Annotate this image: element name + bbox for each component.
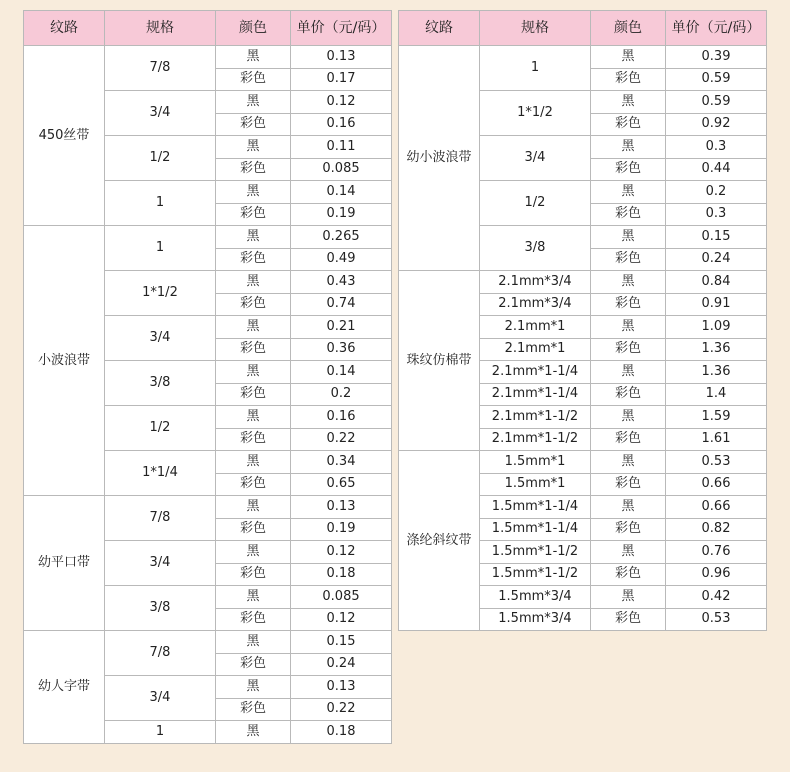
color-cell: 黑 — [591, 316, 666, 339]
header-price: 单价（元/码） — [666, 11, 767, 46]
right-table-body — [399, 46, 767, 631]
spec-cell: 3/8 — [480, 226, 591, 271]
color-cell: 黑 — [591, 406, 666, 429]
price-cell: 0.76 — [666, 541, 767, 564]
spec-cell: 1.5mm*1-1/4 — [480, 496, 591, 519]
price-cell: 0.42 — [666, 586, 767, 609]
spec-cell: 1/2 — [105, 136, 216, 181]
spec-cell: 1 — [480, 46, 591, 91]
price-cell: 0.085 — [291, 158, 392, 181]
color-cell: 彩色 — [216, 608, 291, 631]
spec-cell: 2.1mm*1-1/4 — [480, 361, 591, 384]
price-cell: 0.92 — [666, 113, 767, 136]
spec-cell: 2.1mm*1-1/2 — [480, 428, 591, 451]
price-cell: 1.36 — [666, 361, 767, 384]
color-cell: 黑 — [216, 451, 291, 474]
spec-cell: 3/8 — [105, 586, 216, 631]
spec-cell: 1.5mm*3/4 — [480, 608, 591, 631]
table-row — [24, 631, 392, 654]
price-cell: 0.96 — [666, 563, 767, 586]
color-cell: 彩色 — [591, 518, 666, 541]
price-cell: 0.43 — [291, 271, 392, 294]
color-cell: 黑 — [591, 91, 666, 114]
color-cell: 彩色 — [216, 698, 291, 721]
price-cell: 0.18 — [291, 563, 392, 586]
pattern-cell: 涤纶斜纹带 — [399, 451, 480, 631]
spec-cell: 3/4 — [105, 541, 216, 586]
spec-cell: 1/2 — [480, 181, 591, 226]
table-row — [24, 226, 392, 249]
color-cell: 黑 — [591, 541, 666, 564]
color-cell: 彩色 — [216, 383, 291, 406]
color-cell: 彩色 — [216, 293, 291, 316]
color-cell: 黑 — [591, 496, 666, 519]
price-cell: 0.44 — [666, 158, 767, 181]
pattern-cell: 幼小波浪带 — [399, 46, 480, 271]
color-cell: 彩色 — [216, 338, 291, 361]
header-pattern: 纹路 — [399, 11, 480, 46]
spec-cell: 2.1mm*1-1/4 — [480, 383, 591, 406]
price-cell: 1.4 — [666, 383, 767, 406]
price-cell: 0.59 — [666, 68, 767, 91]
color-cell: 彩色 — [591, 383, 666, 406]
color-cell: 黑 — [216, 181, 291, 204]
right-price-table — [398, 10, 767, 631]
price-cell: 0.3 — [666, 203, 767, 226]
spec-cell: 1 — [105, 181, 216, 226]
spec-cell: 1 — [105, 226, 216, 271]
color-cell: 彩色 — [591, 203, 666, 226]
color-cell: 黑 — [216, 631, 291, 654]
spec-cell: 3/4 — [105, 91, 216, 136]
spec-cell: 7/8 — [105, 46, 216, 91]
header-price: 单价（元/码） — [291, 11, 392, 46]
color-cell: 彩色 — [216, 653, 291, 676]
pattern-cell: 珠纹仿棉带 — [399, 271, 480, 451]
price-cell: 0.085 — [291, 586, 392, 609]
price-cell: 0.14 — [291, 361, 392, 384]
color-cell: 彩色 — [216, 68, 291, 91]
price-cell: 0.24 — [666, 248, 767, 271]
color-cell: 黑 — [216, 406, 291, 429]
color-cell: 彩色 — [591, 563, 666, 586]
price-cell: 0.22 — [291, 698, 392, 721]
price-cell: 0.13 — [291, 676, 392, 699]
spec-cell: 3/8 — [105, 361, 216, 406]
price-cell: 0.19 — [291, 203, 392, 226]
color-cell: 黑 — [591, 136, 666, 159]
color-cell: 黑 — [591, 271, 666, 294]
spec-cell: 1.5mm*3/4 — [480, 586, 591, 609]
price-cell: 1.59 — [666, 406, 767, 429]
spec-cell: 1.5mm*1-1/4 — [480, 518, 591, 541]
color-cell: 彩色 — [591, 293, 666, 316]
price-cell: 0.39 — [666, 46, 767, 69]
price-cell: 0.12 — [291, 91, 392, 114]
color-cell: 彩色 — [216, 158, 291, 181]
spec-cell: 3/4 — [105, 316, 216, 361]
color-cell: 黑 — [216, 226, 291, 249]
color-cell: 彩色 — [591, 473, 666, 496]
color-cell: 黑 — [216, 361, 291, 384]
color-cell: 彩色 — [591, 608, 666, 631]
color-cell: 黑 — [216, 91, 291, 114]
color-cell: 黑 — [591, 226, 666, 249]
price-cell: 0.11 — [291, 136, 392, 159]
spec-cell: 2.1mm*3/4 — [480, 271, 591, 294]
color-cell: 黑 — [216, 586, 291, 609]
color-cell: 黑 — [591, 46, 666, 69]
price-cell: 0.49 — [291, 248, 392, 271]
spec-cell: 2.1mm*1 — [480, 338, 591, 361]
spec-cell: 1/2 — [105, 406, 216, 451]
color-cell: 彩色 — [591, 158, 666, 181]
pattern-cell: 小波浪带 — [24, 226, 105, 496]
color-cell: 黑 — [216, 496, 291, 519]
spec-cell: 3/4 — [480, 136, 591, 181]
price-cell: 1.36 — [666, 338, 767, 361]
color-cell: 彩色 — [216, 518, 291, 541]
header-spec: 规格 — [105, 11, 216, 46]
spec-cell: 1.5mm*1 — [480, 451, 591, 474]
pattern-cell: 幼平口带 — [24, 496, 105, 631]
table-row — [24, 46, 392, 69]
header-color: 颜色 — [591, 11, 666, 46]
color-cell: 黑 — [216, 541, 291, 564]
price-cell: 0.21 — [291, 316, 392, 339]
price-cell: 0.16 — [291, 406, 392, 429]
spec-cell: 1 — [105, 721, 216, 744]
price-cell: 0.2 — [666, 181, 767, 204]
spec-cell: 1.5mm*1-1/2 — [480, 563, 591, 586]
color-cell: 彩色 — [216, 428, 291, 451]
price-cell: 0.74 — [291, 293, 392, 316]
price-cell: 0.17 — [291, 68, 392, 91]
price-cell: 0.24 — [291, 653, 392, 676]
price-cell: 0.18 — [291, 721, 392, 744]
price-cell: 0.15 — [291, 631, 392, 654]
spec-cell: 7/8 — [105, 631, 216, 676]
price-cell: 1.09 — [666, 316, 767, 339]
spec-cell: 1.5mm*1 — [480, 473, 591, 496]
price-cell: 0.14 — [291, 181, 392, 204]
table-row — [399, 271, 767, 294]
color-cell: 彩色 — [216, 113, 291, 136]
spec-cell: 2.1mm*1-1/2 — [480, 406, 591, 429]
price-cell: 0.82 — [666, 518, 767, 541]
spec-cell: 3/4 — [105, 676, 216, 721]
pattern-cell: 幼人字带 — [24, 631, 105, 744]
header-spec: 规格 — [480, 11, 591, 46]
color-cell: 彩色 — [216, 248, 291, 271]
price-cell: 0.84 — [666, 271, 767, 294]
price-cell: 0.265 — [291, 226, 392, 249]
price-cell: 0.36 — [291, 338, 392, 361]
table-row — [399, 46, 767, 69]
color-cell: 黑 — [591, 361, 666, 384]
color-cell: 黑 — [216, 46, 291, 69]
price-cell: 0.16 — [291, 113, 392, 136]
spec-cell: 2.1mm*1 — [480, 316, 591, 339]
color-cell: 彩色 — [216, 203, 291, 226]
spec-cell: 1*1/2 — [105, 271, 216, 316]
price-cell: 0.12 — [291, 541, 392, 564]
color-cell: 黑 — [216, 271, 291, 294]
table-row — [24, 496, 392, 519]
price-cell: 0.34 — [291, 451, 392, 474]
price-cell: 0.15 — [666, 226, 767, 249]
left-price-table — [23, 10, 392, 744]
price-cell: 0.59 — [666, 91, 767, 114]
price-cell: 0.65 — [291, 473, 392, 496]
left-table-header — [24, 11, 392, 46]
price-cell: 0.22 — [291, 428, 392, 451]
price-cell: 0.3 — [666, 136, 767, 159]
color-cell: 彩色 — [216, 473, 291, 496]
price-cell: 0.53 — [666, 451, 767, 474]
color-cell: 黑 — [216, 676, 291, 699]
color-cell: 黑 — [216, 316, 291, 339]
color-cell: 黑 — [591, 181, 666, 204]
spec-cell: 1.5mm*1-1/2 — [480, 541, 591, 564]
price-cell: 0.12 — [291, 608, 392, 631]
color-cell: 彩色 — [591, 428, 666, 451]
price-cell: 0.53 — [666, 608, 767, 631]
left-table-body — [24, 46, 392, 744]
header-color: 颜色 — [216, 11, 291, 46]
spec-cell: 1*1/4 — [105, 451, 216, 496]
color-cell: 彩色 — [216, 563, 291, 586]
price-cell: 0.91 — [666, 293, 767, 316]
spec-cell: 2.1mm*3/4 — [480, 293, 591, 316]
price-cell: 1.61 — [666, 428, 767, 451]
color-cell: 彩色 — [591, 248, 666, 271]
price-cell: 0.13 — [291, 46, 392, 69]
right-table-header — [399, 11, 767, 46]
spec-cell: 1*1/2 — [480, 91, 591, 136]
price-cell: 0.13 — [291, 496, 392, 519]
price-cell: 0.19 — [291, 518, 392, 541]
color-cell: 彩色 — [591, 113, 666, 136]
color-cell: 彩色 — [591, 68, 666, 91]
header-pattern: 纹路 — [24, 11, 105, 46]
price-cell: 0.2 — [291, 383, 392, 406]
price-cell: 0.66 — [666, 473, 767, 496]
color-cell: 黑 — [591, 586, 666, 609]
table-row — [399, 451, 767, 474]
price-cell: 0.66 — [666, 496, 767, 519]
pattern-cell: 450丝带 — [24, 46, 105, 226]
spec-cell: 7/8 — [105, 496, 216, 541]
color-cell: 黑 — [216, 136, 291, 159]
color-cell: 彩色 — [591, 338, 666, 361]
color-cell: 黑 — [591, 451, 666, 474]
color-cell: 黑 — [216, 721, 291, 744]
